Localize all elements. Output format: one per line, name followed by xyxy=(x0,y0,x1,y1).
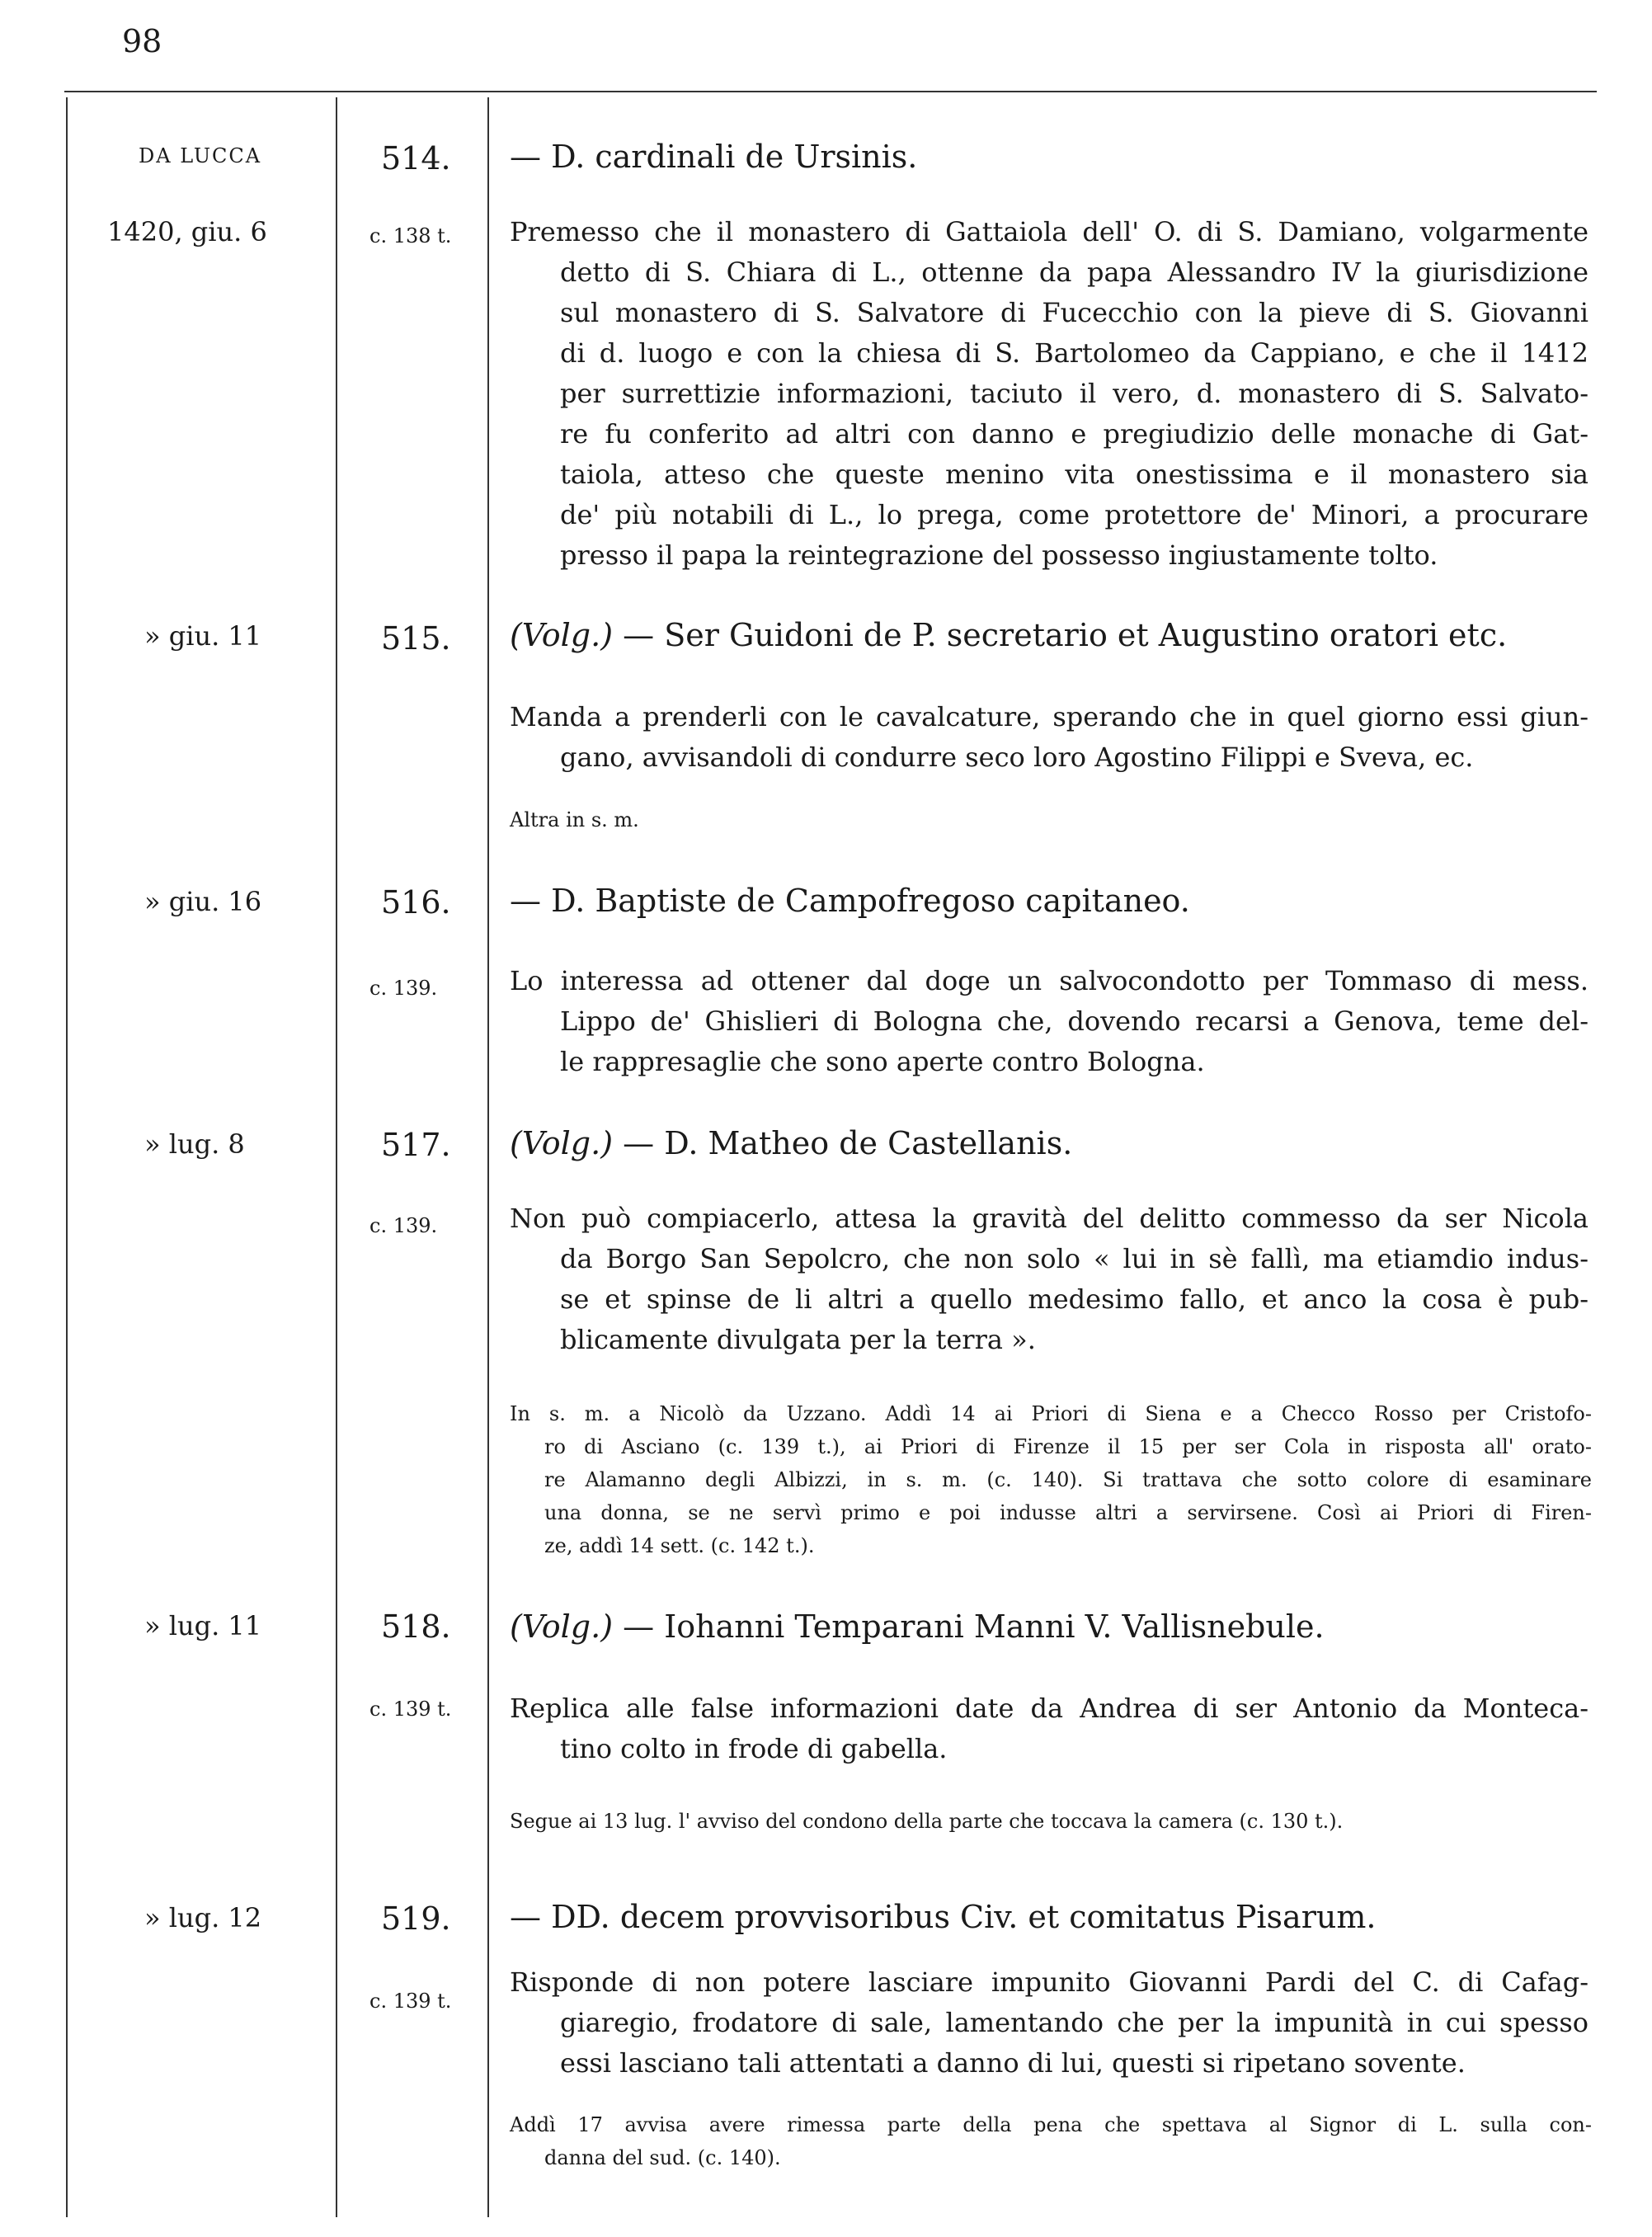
body-line: taiola, atteso che queste menino vita onestissima e il monastero sia xyxy=(560,459,1588,490)
body-line: per surrettizie informazioni, taciuto il vero, d. monastero di S. Salvato- xyxy=(560,378,1588,409)
entry-date: » giu. 11 xyxy=(144,620,262,652)
body-line: gano, avvisandoli di condurre seco loro Agostino Filippi e Sveva, ec. xyxy=(560,742,1474,773)
body-line: Manda a prenderli con le cavalcature, sperando che in quel giorno essi giun- xyxy=(510,701,1588,732)
body-line: giaregio, frodatore di sale, lamentando che per la impunità in cui spesso xyxy=(560,2007,1588,2038)
entry-date: » lug. 11 xyxy=(144,1610,262,1641)
column-divider-middle xyxy=(336,97,337,2217)
title-text: — Ser Guidoni de P. secretario et Augustino oratori etc. xyxy=(613,617,1508,653)
note-line: ro di Asciano (c. 139 t.), ai Priori di Firenze il 15 per ser Cola in risposta all' orato- xyxy=(544,1435,1592,1458)
note-line: In s. m. a Nicolò da Uzzano. Addì 14 ai Priori di Siena e a Checco Rosso per Cristofo- xyxy=(510,1402,1592,1425)
title-text: — DD. decem provvisoribus Civ. et comitatus Pisarum. xyxy=(510,1899,1377,1935)
body-line: re fu conferito ad altri con danno e pregiudizio delle monache di Gat- xyxy=(560,418,1588,450)
entry-carta: c. 139. xyxy=(369,977,438,1000)
title-prefix: (Volg.) xyxy=(510,617,614,653)
entry-title xyxy=(510,1125,1072,1161)
note-line: danna del sud. (c. 140). xyxy=(544,2146,781,2169)
note-line: una donna, se ne servì primo e poi indusse altri a servirsene. Così ai Priori di Firen- xyxy=(544,1501,1592,1524)
body-line: detto di S. Chiara di L., ottenne da papa Alessandro IV la giurisdizione xyxy=(560,257,1588,288)
entry-number: 519. xyxy=(381,1900,451,1937)
body-line: de' più notabili di L., lo prega, come protettore de' Minori, a procurare xyxy=(560,499,1588,530)
body-line: essi lasciano tali attentati a danno di lui, questi si ripetano sovente. xyxy=(560,2047,1466,2079)
title-text: — D. cardinali de Ursinis. xyxy=(510,139,918,175)
entry-title xyxy=(510,139,917,175)
note-line: Segue ai 13 lug. l' avviso del condono della parte che toccava la camera (c. 130 t.). xyxy=(510,1810,1344,1833)
body-line: se et spinse de li altri a quello medesimo fallo, et anco la cosa è pub- xyxy=(560,1283,1588,1315)
note-line: ze, addì 14 sett. (c. 142 t.). xyxy=(544,1534,815,1557)
header-place: DA LUCCA xyxy=(139,144,262,167)
note-line: Altra in s. m. xyxy=(510,808,639,831)
title-text: — D. Baptiste de Campofregoso capitaneo. xyxy=(510,883,1190,919)
body-line: Lippo de' Ghislieri di Bologna che, dovendo recarsi a Genova, teme del- xyxy=(560,1005,1588,1037)
entry-number: 515. xyxy=(381,620,451,657)
body-line: blicamente divulgata per la terra ». xyxy=(560,1324,1036,1355)
body-line: da Borgo San Sepolcro, che non solo « lui in sè fallì, ma etiamdio indus- xyxy=(560,1243,1588,1274)
entry-title xyxy=(510,1608,1325,1645)
title-prefix: (Volg.) xyxy=(510,1125,614,1161)
entry-title xyxy=(510,617,1507,653)
body-line: le rappresaglie che sono aperte contro Bologna. xyxy=(560,1046,1205,1077)
column-divider-right xyxy=(487,97,489,2217)
entry-date: » lug. 8 xyxy=(144,1128,245,1160)
entry-title xyxy=(510,883,1190,919)
body-line: Non può compiacerlo, attesa la gravità del delitto commesso da ser Nicola xyxy=(510,1203,1588,1234)
title-prefix: (Volg.) xyxy=(510,1608,614,1645)
note-line: Addì 17 avvisa avere rimessa parte della pena che spettava al Signor di L. sulla con- xyxy=(510,2113,1592,2136)
body-line: Replica alle false informazioni date da Andrea di ser Antonio da Monteca- xyxy=(510,1693,1588,1724)
entry-carta: c. 138 t. xyxy=(369,224,452,247)
entry-carta: c. 139 t. xyxy=(369,1698,452,1721)
column-divider-left xyxy=(66,97,68,2217)
body-line: presso il papa la reintegrazione del possesso ingiustamente tolto. xyxy=(560,539,1438,571)
entry-number: 517. xyxy=(381,1127,451,1163)
title-text: — D. Matheo de Castellanis. xyxy=(613,1125,1073,1161)
top-rule xyxy=(64,91,1597,92)
entry-carta: c. 139. xyxy=(369,1214,438,1237)
body-line: sul monastero di S. Salvatore di Fucecchio con la pieve di S. Giovanni xyxy=(560,297,1588,328)
entry-date: » giu. 16 xyxy=(144,886,262,917)
entry-date: » lug. 12 xyxy=(144,1902,262,1933)
body-line: Lo interessa ad ottener dal doge un salvocondotto per Tommaso di mess. xyxy=(510,965,1588,996)
entry-title xyxy=(510,1899,1376,1935)
entry-date: 1420, giu. 6 xyxy=(107,216,267,247)
body-line: tino colto in frode di gabella. xyxy=(560,1733,948,1764)
title-text: — Iohanni Temparani Manni V. Vallisnebule. xyxy=(613,1608,1325,1645)
body-line: di d. luogo e con la chiesa di S. Bartolomeo da Cappiano, e che il 1412 xyxy=(560,337,1588,369)
entry-carta: c. 139 t. xyxy=(369,1990,452,2013)
body-line: Risponde di non potere lasciare impunito Giovanni Pardi del C. di Cafag- xyxy=(510,1966,1588,1998)
body-line: Premesso che il monastero di Gattaiola dell' O. di S. Damiano, volgarmente xyxy=(510,216,1588,247)
entry-number: 516. xyxy=(381,884,451,921)
page-number: 98 xyxy=(122,23,162,59)
entry-number: 514. xyxy=(381,140,451,177)
entry-number: 518. xyxy=(381,1608,451,1645)
note-line: re Alamanno degli Albizzi, in s. m. (c. 140). Si trattava che sotto colore di esaminare xyxy=(544,1468,1592,1491)
